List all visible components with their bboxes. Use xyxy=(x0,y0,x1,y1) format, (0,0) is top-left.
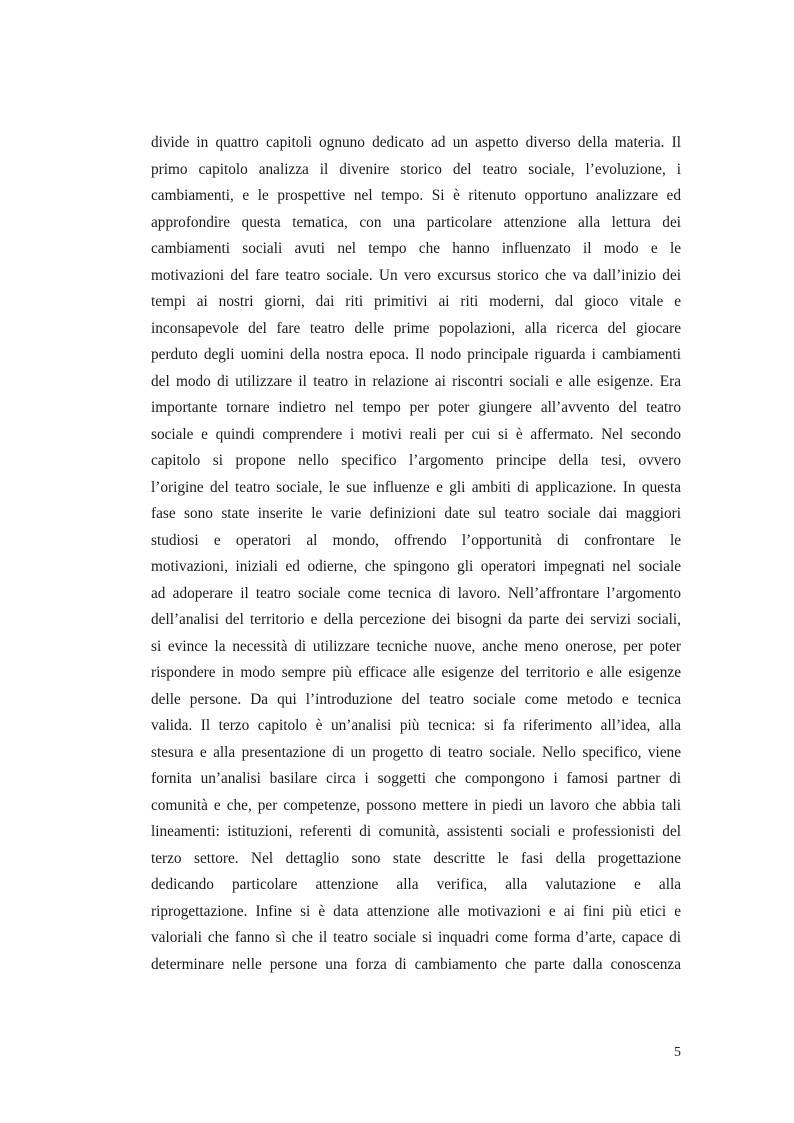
text-line: capitolo si propone nello specifico l’argomento principe della tesi, ovvero xyxy=(151,452,681,469)
text-line: dedicando particolare attenzione alla verifica, alla valutazione e alla xyxy=(151,876,681,893)
text-line: l’origine del teatro sociale, le sue influenze e gli ambiti di applicazione. In questa xyxy=(151,478,681,496)
text-line: importante tornare indietro nel tempo per poter giungere all’avvento del teatro xyxy=(151,399,681,416)
text-line: determinare nelle persone una forza di cambiamento che parte dalla conoscenza xyxy=(151,955,681,973)
text-line: perduto degli uomini della nostra epoca. Il nodo principale riguarda i cambiamenti xyxy=(151,346,681,363)
text-line: ad adoperare il teatro sociale come tecnica di lavoro. Nell’affrontare l’argomento xyxy=(151,584,681,602)
text-line: valoriali che fanno sì che il teatro sociale si inquadri come forma d’arte, capace di xyxy=(151,929,681,946)
text-line: si evince la necessità di utilizzare tecniche nuove, anche meno onerose, per poter xyxy=(151,637,681,655)
text-line: comunità e che, per competenze, possono mettere in piedi un lavoro che abbia tali xyxy=(151,796,681,814)
page-number: 5 xyxy=(674,1045,681,1060)
text-line: divide in quattro capitoli ognuno dedicato ad un aspetto diverso della materia. Il xyxy=(151,134,681,151)
text-line: motivazioni, iniziali ed odierne, che spingono gli operatori impegnati nel sociale xyxy=(151,558,681,575)
text-line: fase sono state inserite le varie definizioni date sul teatro sociale dai maggiori xyxy=(151,505,681,522)
text-line: del modo di utilizzare il teatro in relazione ai riscontri sociali e alle esigenze. Era xyxy=(151,372,681,390)
text-line: delle persone. Da qui l’introduzione del teatro sociale come metodo e tecnica xyxy=(151,690,681,708)
text-line: fornita un’analisi basilare circa i soggetti che compongono i famosi partner di xyxy=(151,770,681,787)
text-line: tempi ai nostri giorni, dai riti primitivi ai riti moderni, dal gioco vitale e xyxy=(151,293,681,310)
text-line: cambiamenti sociali avuti nel tempo che hanno influenzato il modo e le xyxy=(151,240,681,257)
text-line: terzo settore. Nel dettaglio sono state descritte le fasi della progettazione xyxy=(151,849,681,867)
text-line: motivazioni del fare teatro sociale. Un vero excursus storico che va dall’inizio dei xyxy=(151,266,681,284)
text-line: stesura e alla presentazione di un progetto di teatro sociale. Nello specifico, viene xyxy=(151,743,681,761)
text-line: lineamenti: istituzioni, referenti di comunità, assistenti sociali e professionisti del xyxy=(151,823,681,840)
body-paragraph xyxy=(151,130,681,978)
text-line: sociale e quindi comprendere i motivi reali per cui si è affermato. Nel secondo xyxy=(151,425,681,443)
text-line: approfondire questa tematica, con una particolare attenzione alla lettura dei xyxy=(151,213,681,231)
text-line: inconsapevole del fare teatro delle prime popolazioni, alla ricerca del giocare xyxy=(151,319,681,337)
text-line: dell’analisi del territorio e della percezione dei bisogni da parte dei servizi sociali, xyxy=(151,611,681,628)
text-line: valida. Il terzo capitolo è un’analisi più tecnica: si fa riferimento all’idea, alla xyxy=(151,717,681,734)
text-line: studiosi e operatori al mondo, offrendo l’opportunità di confrontare le xyxy=(151,531,681,549)
text-line: primo capitolo analizza il divenire storico del teatro sociale, l’evoluzione, i xyxy=(151,160,681,178)
text-line: cambiamenti, e le prospettive nel tempo. Si è ritenuto opportuno analizzare ed xyxy=(151,187,681,204)
text-line: rispondere in modo sempre più efficace alle esigenze del territorio e alle esigenze xyxy=(151,664,681,681)
text-line: riprogettazione. Infine si è data attenzione alle motivazioni e ai fini più etici e xyxy=(151,902,681,920)
